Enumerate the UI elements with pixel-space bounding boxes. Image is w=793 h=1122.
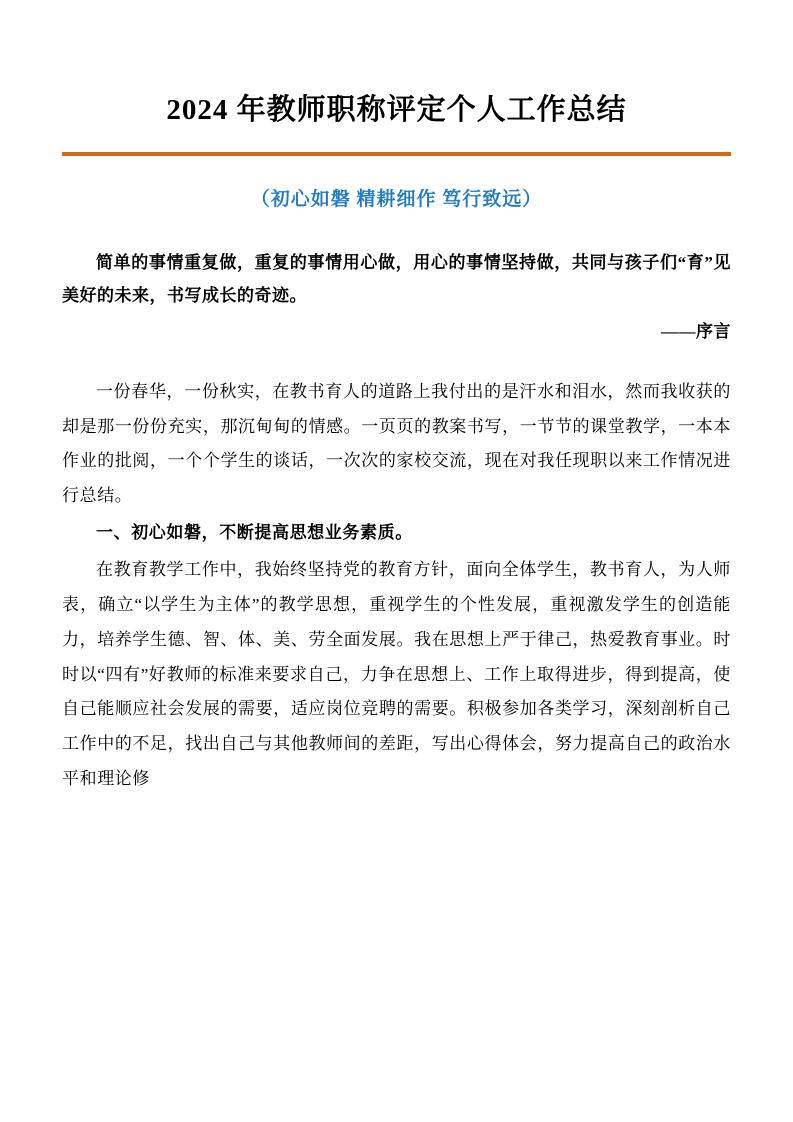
section-heading-1: 一、初心如磐，不断提高思想业务素质。 [96, 523, 413, 543]
title-divider [62, 152, 731, 156]
epigraph-text: 简单的事情重复做，重复的事情用心做，用心的事情坚持做，共同与孩子们“育”见美好的未来，书写成长的奇迹。 [62, 253, 731, 306]
paragraph-intro: 一份春华，一份秋实，在教书育人的道路上我付出的是汗水和泪水，然而我收获的却是那一份份充实，那沉甸甸的情感。一页页的教案书写，一节节的课堂教学，一本本作业的批阅，一个个学生的谈话，一次次的家校交流，现在对我任现职以来工作情况进行总结。 [62, 381, 731, 506]
document-subtitle: （初心如磐 精耕细作 笃行致远） [250, 188, 543, 210]
paragraph-section-1-body: 在教育教学工作中，我始终坚持党的教育方针，面向全体学生，教书育人，为人师表，确立“以学生为主体”的教学思想，重视学生的个性发展，重视激发学生的创造能力，培养学生德、智、体、美、劳全面发展。我在思想上严于律己，热爱教育事业。时时以“四有”好教师的标准来要求自己，力争在思想上、工作上取得进步，得到提高，使自己能顺应社会发展的需要，适应岗位竞聘的需要。积极参加各类学习，深刻剖析自己工作中的不足，找出自己与其他教师间的差距，写出心得体会，努力提高自己的政治水平和理论修 [62, 559, 731, 789]
page-title: 2024 年教师职称评定个人工作总结 [166, 94, 627, 126]
epigraph-attribution: ——序言 [661, 322, 731, 342]
